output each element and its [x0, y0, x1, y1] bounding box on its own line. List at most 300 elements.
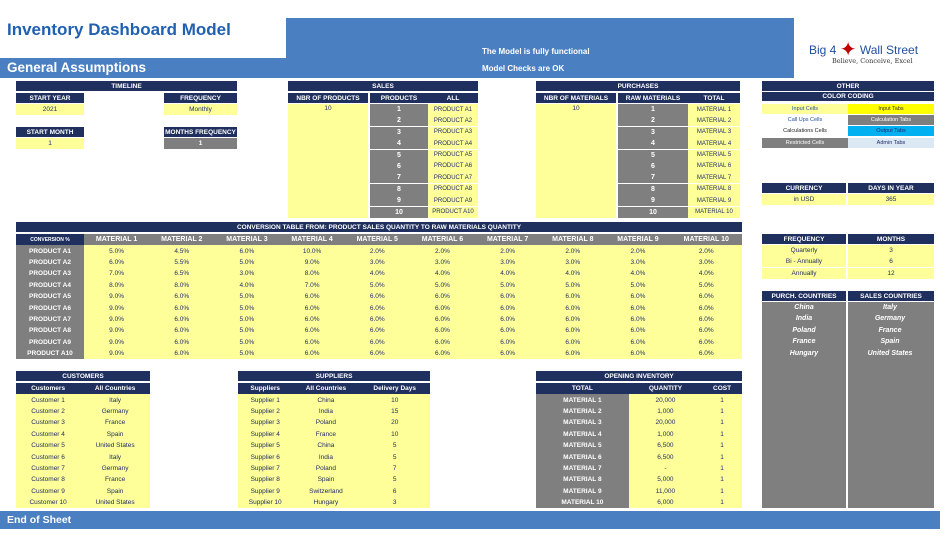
- other-panel: [762, 81, 934, 508]
- material-name[interactable]: MATERIAL 7: [688, 172, 740, 183]
- conversion-cell[interactable]: 5.0%: [214, 348, 279, 359]
- supplier-country[interactable]: China: [292, 440, 359, 451]
- conversion-cell[interactable]: 6.0%: [671, 348, 742, 359]
- conversion-cell[interactable]: 5.0%: [84, 245, 149, 256]
- supplier-name[interactable]: Supplier 7: [238, 463, 292, 474]
- conversion-cell[interactable]: 2.0%: [605, 245, 670, 256]
- supplier-country[interactable]: Hungary: [292, 497, 359, 508]
- delivery-days[interactable]: 5: [359, 474, 430, 485]
- opening-quantity[interactable]: 11,000: [629, 486, 702, 497]
- conversion-cell[interactable]: 6.0%: [410, 291, 475, 302]
- purch-country: Poland: [792, 326, 816, 334]
- conversion-corner: CONVERSION %: [16, 234, 84, 245]
- conversion-cell[interactable]: 6.0%: [671, 314, 742, 325]
- conversion-cell[interactable]: 6.0%: [280, 337, 345, 348]
- table-row: [16, 429, 150, 440]
- conversion-cell[interactable]: 7.0%: [84, 268, 149, 279]
- conversion-cell[interactable]: 6.0%: [345, 291, 410, 302]
- product-name[interactable]: PRODUCT A8: [428, 184, 478, 195]
- opening-quantity[interactable]: 1,000: [629, 429, 702, 440]
- customer-name[interactable]: Customer 9: [16, 486, 80, 497]
- table-row: [238, 417, 430, 428]
- input-tabs-legend: Input Tabs: [848, 104, 934, 114]
- purchases-row: [618, 138, 740, 149]
- conversion-cell[interactable]: 9.0%: [84, 325, 149, 336]
- opening-cost[interactable]: 1: [702, 463, 742, 474]
- freq-name[interactable]: Annually: [762, 268, 846, 279]
- restricted-legend: Restricted Cells: [762, 138, 848, 148]
- product-name[interactable]: PRODUCT A2: [428, 115, 478, 126]
- conversion-cell[interactable]: 6.0%: [345, 337, 410, 348]
- conversion-cell[interactable]: 6.0%: [605, 337, 670, 348]
- customers-header-row: [16, 383, 150, 394]
- conversion-cell[interactable]: 4.0%: [605, 268, 670, 279]
- table-row: [16, 394, 150, 405]
- table-row: [536, 486, 742, 497]
- conversion-cell[interactable]: 6.0%: [540, 291, 605, 302]
- supplier-country[interactable]: Spain: [292, 474, 359, 485]
- conversion-cell[interactable]: 5.0%: [475, 280, 540, 291]
- conversion-cell[interactable]: 6.0%: [280, 291, 345, 302]
- customer-country[interactable]: Italy: [80, 394, 150, 405]
- material-number: 9: [618, 195, 688, 206]
- opening-material: MATERIAL 1: [536, 394, 629, 405]
- opening-cost[interactable]: 1: [702, 451, 742, 462]
- product-row-header: PRODUCT A4: [16, 280, 84, 291]
- conversion-cell[interactable]: 2.0%: [671, 245, 742, 256]
- material-col-header: MATERIAL 8: [540, 234, 605, 245]
- conversion-cell[interactable]: 3.0%: [671, 257, 742, 268]
- material-name[interactable]: MATERIAL 10: [688, 207, 740, 218]
- material-number: 8: [618, 184, 688, 195]
- customer-name[interactable]: Customer 4: [16, 429, 80, 440]
- start-month-input[interactable]: 1: [16, 138, 84, 149]
- opening-cost[interactable]: 1: [702, 474, 742, 485]
- conversion-header-row: [16, 234, 742, 245]
- material-name[interactable]: MATERIAL 3: [688, 127, 740, 138]
- sales-country: Germany: [874, 315, 906, 323]
- conversion-cell[interactable]: 6.0%: [280, 348, 345, 359]
- conversion-cell[interactable]: 6.0%: [345, 325, 410, 336]
- customers-col-header: Customers: [16, 383, 80, 394]
- conversion-cell[interactable]: 6.0%: [280, 302, 345, 313]
- sales-rows: [370, 104, 478, 218]
- conversion-cell[interactable]: 6.0%: [410, 325, 475, 336]
- customer-name[interactable]: Customer 8: [16, 474, 80, 485]
- conversion-cell[interactable]: 6.0%: [84, 257, 149, 268]
- conversion-cell[interactable]: 9.0%: [84, 291, 149, 302]
- conversion-cell[interactable]: 4.0%: [214, 280, 279, 291]
- product-name[interactable]: PRODUCT A9: [428, 195, 478, 206]
- frequency-input[interactable]: Monthly: [164, 104, 237, 115]
- product-name[interactable]: PRODUCT A6: [428, 161, 478, 172]
- conversion-cell[interactable]: 6.0%: [605, 291, 670, 302]
- product-row-header: PRODUCT A3: [16, 268, 84, 279]
- delivery-days[interactable]: 5: [359, 451, 430, 462]
- conversion-cell[interactable]: 5.0%: [214, 291, 279, 302]
- conversion-cell[interactable]: 6.0%: [540, 314, 605, 325]
- conversion-cell[interactable]: 8.0%: [149, 280, 214, 291]
- months-table-label: MONTHS: [848, 234, 934, 244]
- table-row: [238, 463, 430, 474]
- conversion-cell[interactable]: 5.0%: [214, 325, 279, 336]
- delivery-days[interactable]: 15: [359, 406, 430, 417]
- material-name[interactable]: MATERIAL 8: [688, 184, 740, 195]
- supplier-name[interactable]: Supplier 3: [238, 417, 292, 428]
- suppliers-table: [238, 383, 430, 508]
- delivery-days[interactable]: 3: [359, 497, 430, 508]
- product-name[interactable]: PRODUCT A3: [428, 127, 478, 138]
- customer-country[interactable]: United States: [80, 440, 150, 451]
- customer-country[interactable]: France: [80, 417, 150, 428]
- delivery-days[interactable]: 7: [359, 463, 430, 474]
- supplier-name[interactable]: Supplier 9: [238, 486, 292, 497]
- conversion-cell[interactable]: 2.0%: [540, 245, 605, 256]
- customer-name[interactable]: Customer 10: [16, 497, 80, 508]
- product-name[interactable]: PRODUCT A1: [428, 104, 478, 115]
- material-name[interactable]: MATERIAL 5: [688, 150, 740, 161]
- conversion-cell[interactable]: 6.0%: [345, 314, 410, 325]
- conversion-cell[interactable]: 6.0%: [671, 291, 742, 302]
- table-row: [16, 451, 150, 462]
- conversion-cell[interactable]: 5.0%: [214, 302, 279, 313]
- suppliers-col-header: Suppliers: [238, 383, 292, 394]
- product-number: 2: [370, 115, 428, 126]
- conversion-cell[interactable]: 6.0%: [671, 337, 742, 348]
- supplier-country[interactable]: Poland: [292, 463, 359, 474]
- opening-cost[interactable]: 1: [702, 406, 742, 417]
- opening-cost[interactable]: 1: [702, 497, 742, 508]
- opening-quantity[interactable]: 5,000: [629, 474, 702, 485]
- product-row-header: PRODUCT A8: [16, 325, 84, 336]
- conversion-cell[interactable]: 8.0%: [280, 268, 345, 279]
- table-row: [238, 429, 430, 440]
- months-frequency-value: 1: [164, 138, 237, 149]
- opening-quantity[interactable]: 6,500: [629, 451, 702, 462]
- product-name[interactable]: PRODUCT A4: [428, 138, 478, 149]
- delivery-col-header: Delivery Days: [359, 383, 430, 394]
- customer-name[interactable]: Customer 5: [16, 440, 80, 451]
- conversion-cell[interactable]: 3.0%: [540, 257, 605, 268]
- table-row: [536, 463, 742, 474]
- material-name[interactable]: MATERIAL 6: [688, 161, 740, 172]
- opening-cost[interactable]: 1: [702, 440, 742, 451]
- product-number: 1: [370, 104, 428, 115]
- conversion-cell[interactable]: 4.5%: [149, 245, 214, 256]
- conversion-cell[interactable]: 6.0%: [149, 325, 214, 336]
- conversion-cell[interactable]: 3.0%: [605, 257, 670, 268]
- product-row-header: PRODUCT A5: [16, 291, 84, 302]
- supplier-country[interactable]: China: [292, 394, 359, 405]
- customer-country[interactable]: Italy: [80, 451, 150, 462]
- opening-quantity[interactable]: -: [629, 463, 702, 474]
- conversion-cell[interactable]: 9.0%: [84, 348, 149, 359]
- sales-row: [370, 172, 478, 183]
- table-row: [536, 429, 742, 440]
- customer-country[interactable]: Germany: [80, 406, 150, 417]
- opening-material: MATERIAL 8: [536, 474, 629, 485]
- customer-country[interactable]: Germany: [80, 463, 150, 474]
- material-name[interactable]: MATERIAL 1: [688, 104, 740, 115]
- conversion-cell[interactable]: 4.0%: [475, 268, 540, 279]
- sales-row: [370, 138, 478, 149]
- product-name[interactable]: PRODUCT A10: [428, 207, 478, 218]
- product-name[interactable]: PRODUCT A5: [428, 150, 478, 161]
- customers-header: CUSTOMERS: [16, 371, 150, 381]
- conversion-cell[interactable]: 6.0%: [540, 302, 605, 313]
- conversion-cell[interactable]: 6.0%: [605, 314, 670, 325]
- table-row: [16, 406, 150, 417]
- conversion-cell[interactable]: 5.0%: [214, 257, 279, 268]
- purch-country: China: [794, 304, 814, 311]
- conversion-cell[interactable]: 6.0%: [475, 348, 540, 359]
- customer-name[interactable]: Customer 7: [16, 463, 80, 474]
- opening-cost[interactable]: 1: [702, 486, 742, 497]
- table-row: [16, 280, 742, 291]
- frequency-label: FREQUENCY: [164, 93, 237, 103]
- opening-quantity[interactable]: 6,000: [629, 497, 702, 508]
- material-name[interactable]: MATERIAL 4: [688, 138, 740, 149]
- table-row: [16, 314, 742, 325]
- conversion-cell[interactable]: 3.0%: [214, 268, 279, 279]
- supplier-name[interactable]: Supplier 6: [238, 451, 292, 462]
- delivery-days[interactable]: 6: [359, 486, 430, 497]
- admin-tabs-legend: Admin Tabs: [848, 138, 934, 148]
- conversion-cell[interactable]: 6.0%: [475, 291, 540, 302]
- opening-material: MATERIAL 5: [536, 440, 629, 451]
- table-row: [238, 486, 430, 497]
- material-name[interactable]: MATERIAL 2: [688, 115, 740, 126]
- conversion-cell[interactable]: 6.0%: [605, 325, 670, 336]
- supplier-country[interactable]: Poland: [292, 417, 359, 428]
- customer-name[interactable]: Customer 3: [16, 417, 80, 428]
- conversion-cell[interactable]: 6.0%: [149, 348, 214, 359]
- end-of-sheet: End of Sheet: [7, 514, 72, 526]
- material-col-header: MATERIAL 2: [149, 234, 214, 245]
- freq-months[interactable]: 6: [848, 256, 934, 267]
- conversion-cell[interactable]: 6.0%: [280, 314, 345, 325]
- conversion-cell[interactable]: 6.0%: [475, 337, 540, 348]
- customer-country[interactable]: Spain: [80, 429, 150, 440]
- suppliers-header: SUPPLIERS: [238, 371, 430, 381]
- opening-cost[interactable]: 1: [702, 417, 742, 428]
- conversion-cell[interactable]: 6.0%: [410, 337, 475, 348]
- customer-country[interactable]: United States: [80, 497, 150, 508]
- sales-row: [370, 127, 478, 138]
- conversion-cell[interactable]: 6.0%: [410, 314, 475, 325]
- table-row: [238, 440, 430, 451]
- delivery-days[interactable]: 10: [359, 429, 430, 440]
- delivery-days[interactable]: 20: [359, 417, 430, 428]
- conversion-cell[interactable]: 2.0%: [475, 245, 540, 256]
- product-name[interactable]: PRODUCT A7: [428, 172, 478, 183]
- supplier-name[interactable]: Supplier 8: [238, 474, 292, 485]
- table-row: [536, 474, 742, 485]
- conversion-cell[interactable]: 5.0%: [345, 280, 410, 291]
- sales-panel: [288, 81, 478, 218]
- calc-tabs-legend: Calculation Tabs: [848, 115, 934, 125]
- table-row: [16, 291, 742, 302]
- purchases-row: [618, 184, 740, 195]
- supplier-country[interactable]: India: [292, 406, 359, 417]
- material-number: 7: [618, 172, 688, 183]
- freq-table-label: FREQUENCY: [762, 234, 846, 244]
- freq-rows: [762, 245, 934, 279]
- customer-country[interactable]: France: [80, 474, 150, 485]
- start-year-input[interactable]: 2021: [16, 104, 84, 115]
- table-row: [16, 497, 150, 508]
- conversion-cell[interactable]: 6.0%: [475, 325, 540, 336]
- customers-panel: [16, 371, 150, 508]
- material-number: 4: [618, 138, 688, 149]
- conversion-cell[interactable]: 3.0%: [410, 257, 475, 268]
- conversion-cell[interactable]: 5.0%: [410, 280, 475, 291]
- conversion-cell[interactable]: 8.0%: [84, 280, 149, 291]
- table-row: [536, 406, 742, 417]
- material-number: 2: [618, 115, 688, 126]
- call-ups-legend: Call Ups Cells: [762, 115, 848, 125]
- supplier-name[interactable]: Supplier 5: [238, 440, 292, 451]
- opening-cost[interactable]: 1: [702, 394, 742, 405]
- supplier-country[interactable]: France: [292, 429, 359, 440]
- material-col-header: MATERIAL 9: [605, 234, 670, 245]
- conversion-cell[interactable]: 6.0%: [605, 348, 670, 359]
- opening-quantity[interactable]: 20,000: [629, 417, 702, 428]
- suppliers-header-row: [238, 383, 430, 394]
- supplier-country[interactable]: Switzerland: [292, 486, 359, 497]
- conversion-cell[interactable]: 2.0%: [410, 245, 475, 256]
- product-row-header: PRODUCT A7: [16, 314, 84, 325]
- conversion-cell[interactable]: 4.0%: [345, 268, 410, 279]
- customer-country[interactable]: Spain: [80, 486, 150, 497]
- freq-name[interactable]: Quarterly: [762, 245, 846, 256]
- sales-country: Spain: [880, 338, 900, 346]
- nbr-materials-label: NBR OF MATERIALS: [536, 93, 616, 103]
- conversion-cell[interactable]: 6.0%: [605, 302, 670, 313]
- freq-months[interactable]: 3: [848, 245, 934, 256]
- conversion-cell[interactable]: 4.0%: [540, 268, 605, 279]
- products-col-header: PRODUCTS: [370, 93, 428, 103]
- conversion-cell[interactable]: 6.0%: [410, 348, 475, 359]
- supplier-name[interactable]: Supplier 10: [238, 497, 292, 508]
- conversion-cell[interactable]: 4.0%: [671, 268, 742, 279]
- opening-material: MATERIAL 9: [536, 486, 629, 497]
- conversion-cell[interactable]: 6.0%: [475, 314, 540, 325]
- supplier-name[interactable]: Supplier 4: [238, 429, 292, 440]
- conversion-cell[interactable]: 6.0%: [149, 337, 214, 348]
- nbr-products-input[interactable]: 10: [288, 104, 368, 218]
- opening-quantity[interactable]: 1,000: [629, 406, 702, 417]
- conversion-cell[interactable]: 3.0%: [475, 257, 540, 268]
- product-number: 7: [370, 172, 428, 183]
- conversion-cell[interactable]: 6.0%: [345, 348, 410, 359]
- freq-months[interactable]: 12: [848, 268, 934, 279]
- conversion-cell[interactable]: 6.0%: [345, 302, 410, 313]
- purch-country: India: [795, 315, 813, 323]
- table-row: [16, 325, 742, 336]
- conversion-cell[interactable]: 6.0%: [540, 337, 605, 348]
- product-number: 9: [370, 195, 428, 206]
- output-tabs-legend: Output Tabs: [848, 126, 934, 136]
- opening-quantity[interactable]: 20,000: [629, 394, 702, 405]
- delivery-days[interactable]: 5: [359, 440, 430, 451]
- conversion-cell[interactable]: 5.5%: [149, 257, 214, 268]
- supplier-country[interactable]: India: [292, 451, 359, 462]
- sales-countries-label: SALES COUNTRIES: [848, 291, 934, 301]
- conversion-cell[interactable]: 5.0%: [671, 280, 742, 291]
- nbr-materials-input[interactable]: 10: [536, 104, 616, 218]
- customer-name[interactable]: Customer 2: [16, 406, 80, 417]
- product-number: 5: [370, 150, 428, 161]
- material-number: 3: [618, 127, 688, 138]
- conversion-cell[interactable]: 6.0%: [214, 245, 279, 256]
- conversion-cell[interactable]: 2.0%: [345, 245, 410, 256]
- table-row: [16, 417, 150, 428]
- customer-name[interactable]: Customer 6: [16, 451, 80, 462]
- conversion-cell[interactable]: 9.0%: [84, 302, 149, 313]
- table-row: [16, 486, 150, 497]
- delivery-days[interactable]: 10: [359, 394, 430, 405]
- start-year-label: START YEAR: [16, 93, 84, 103]
- conversion-cell[interactable]: 6.0%: [540, 325, 605, 336]
- conversion-cell[interactable]: 6.0%: [671, 302, 742, 313]
- table-row: [238, 394, 430, 405]
- purch-countries-label: PURCH. COUNTRIES: [762, 291, 846, 301]
- material-col-header: MATERIAL 10: [671, 234, 742, 245]
- conversion-cell[interactable]: 7.0%: [280, 280, 345, 291]
- conversion-cell[interactable]: 6.0%: [671, 325, 742, 336]
- currency-input[interactable]: in USD: [762, 194, 846, 205]
- conversion-cell[interactable]: 6.0%: [410, 302, 475, 313]
- conversion-cell[interactable]: 5.0%: [214, 337, 279, 348]
- conversion-cell[interactable]: 3.0%: [345, 257, 410, 268]
- sales-header: SALES: [288, 81, 478, 91]
- opening-quantity[interactable]: 6,500: [629, 440, 702, 451]
- purchases-row: [618, 150, 740, 161]
- supplier-name[interactable]: Supplier 1: [238, 394, 292, 405]
- freq-row: [762, 256, 934, 267]
- days-input[interactable]: 365: [848, 194, 934, 205]
- conversion-cell[interactable]: 5.0%: [605, 280, 670, 291]
- model-status: The Model is fully functional: [482, 47, 590, 56]
- material-name[interactable]: MATERIAL 9: [688, 195, 740, 206]
- conversion-cell[interactable]: 6.0%: [149, 291, 214, 302]
- supplier-name[interactable]: Supplier 2: [238, 406, 292, 417]
- conversion-cell[interactable]: 9.0%: [280, 257, 345, 268]
- conversion-cell[interactable]: 6.0%: [149, 302, 214, 313]
- conversion-cell[interactable]: 4.0%: [410, 268, 475, 279]
- conversion-cell[interactable]: 6.0%: [540, 348, 605, 359]
- opening-cost[interactable]: 1: [702, 429, 742, 440]
- conversion-cell[interactable]: 9.0%: [84, 337, 149, 348]
- opening-material: MATERIAL 7: [536, 463, 629, 474]
- conversion-cell[interactable]: 5.0%: [540, 280, 605, 291]
- conversion-cell[interactable]: 6.0%: [280, 325, 345, 336]
- conversion-cell[interactable]: 6.0%: [475, 302, 540, 313]
- material-number: 6: [618, 161, 688, 172]
- customer-name[interactable]: Customer 1: [16, 394, 80, 405]
- conversion-cell[interactable]: 6.5%: [149, 268, 214, 279]
- conversion-cell[interactable]: 9.0%: [84, 314, 149, 325]
- table-row: [238, 406, 430, 417]
- conversion-cell[interactable]: 5.0%: [214, 314, 279, 325]
- conversion-cell[interactable]: 6.0%: [149, 314, 214, 325]
- freq-row: [762, 268, 934, 279]
- conversion-cell[interactable]: 10.0%: [280, 245, 345, 256]
- freq-name[interactable]: Bi - Annually: [762, 256, 846, 267]
- opening-inventory-table: [536, 383, 742, 508]
- purchases-row: [618, 195, 740, 206]
